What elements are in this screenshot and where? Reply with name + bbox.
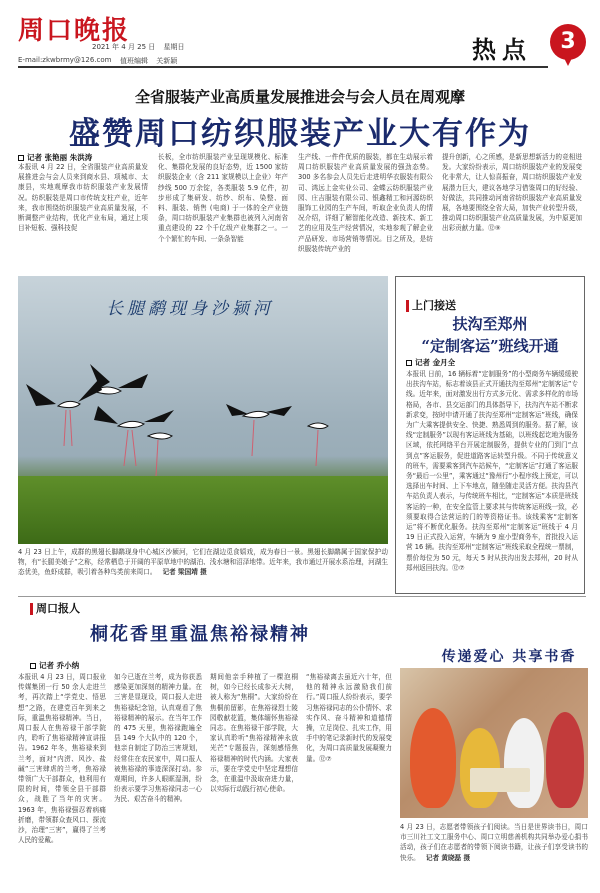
page-badge — [550, 24, 590, 72]
report-title: 桐花香里重温焦裕禄精神 — [90, 624, 310, 645]
lead-kicker: 全省服装产业高质量发展推进会与会人员在周观摩 — [134, 88, 465, 106]
sidebar-kicker-text: 上门接送 — [412, 299, 456, 312]
section-title: 热点 — [472, 35, 532, 64]
feature-title: 传递爱心 共享书香 — [441, 649, 577, 665]
sidebar-kicker — [406, 297, 456, 313]
stilt-birds-illustration — [18, 316, 388, 486]
photo-book — [470, 768, 530, 792]
reading-photo-caption — [400, 822, 588, 886]
sidebar-byline-text: 记者 金月全 — [415, 358, 456, 367]
section-divider — [18, 596, 586, 597]
report-kicker-text: 周口报人 — [36, 602, 80, 615]
sidebar-box — [395, 276, 585, 594]
byline-box-icon — [18, 155, 24, 161]
sidebar-body: 本报讯 日前，16 辆标着“定制服务”的小型商务车辆缓缓驶出扶沟车站，标志着该县正式开通扶沟至郑州“定制客运”专线。近年来，面对激发出行方式多元化、需求多样化的市场格局，各市、县交运部门的具体指导下，扶沟汽车站不断求新求变，按时申请开通了扶沟至郑州“定制客运”班线，确保为广大乘客提供安全、快捷、熟悉周到的服务。据了解，该线“定制服务”以现有客运班线为基础，以班线起讫地为服务区域，依托网络平台开展定制服务，提供专业的门到门“点到点”客运服务，促进道路客运转型升级。不同于传统意义的班车，需要乘客到汽车站候车，“定制客运”打通了客运服务“最后一公里”，乘客通过“豫州行”小程序线上预定，可以选择出车时间、上下车地点，随坐随走灵活方便。扶沟县汽车站负责人表示，与传统班车相比，“定制客运”本质是班线客运的一种，在安全监管上要求其与传统客运班线一致，必须要取得合法营运的门的等资格证书。该线乘客“定制客运”将不断优化服务。扶沟至郑州“定制客运”班线于 4 月 19 日正式投入运营，车辆为 9 座小型商务车，首批投入运营 16 辆。扶沟至郑州“定制客运”班线采取全程统一票制，票价每位为 50 元，每天 5 时从扶沟出发去郑州，20 时从郑州返回扶沟。⑫⑦ — [406, 370, 578, 572]
photo-person — [504, 718, 544, 808]
report-column-4: “焦裕禄离去虽近六十年，但他的精神永远激励我们前行。”周口报人纷纷表示，要学习焦裕禄同志的公仆情怀、求实作风、奋斗精神和道德情操，立足岗位、扎实工作，用手中的笔记录新时代的发展变化，为周口高质量发展凝聚力量。⑫⑦ — [306, 673, 392, 763]
lead-column-1: 本报讯 4 月 22 日，全省服装产业高质量发展推进会与会人员来到商水县、项城市、太康县，实地观摩我市纺织服装产业发展情况。纺织服装是周口市传统支柱产业，近年来，我市围绕纺织服装产业高质量发展，不断调整产业结构，优化产业布局，通过上项目补短板、强科技促 — [18, 163, 148, 233]
reading-caption-text: 4 月 23 日，志愿者带领孩子们阅读。当日是世界读书日，周口市三川社工文工服务中心、周口立明慈善机构共同举办爱心捐书活动，孩子们在志愿者的带领下阅读书籍，让孩子们享受读书的快乐。 — [400, 823, 588, 862]
sidebar-title-line-2: “定制客运”班线开通 — [421, 337, 559, 355]
page-number: 3 — [550, 24, 586, 60]
bird-photo-caption — [18, 547, 388, 591]
sidebar-title-line-1: 扶沟至郑州 — [452, 315, 528, 333]
kicker-bar — [406, 300, 409, 312]
badge-tail — [562, 54, 574, 66]
photo-title: 长腿鹬现身沙颍河 — [106, 299, 274, 319]
lead-column-2: 长板，全市纺织服装产业呈现规模化、标准化、集群化发展的良好态势，近 1500 家纺织服装企业（含 211 家规模以上企业）年产纱线 500 万余锭，各类服装 5.9 亿件，初步形成了集研发、纺纱、织布、染整、面料、服装、销售 (电商) 于一体的全产业链条，周口纺织服装产业集群也被列入河南省重点建设的 22 个千亿级产业集群之一。一个个繁忙的车间、一条条智能 — [158, 153, 288, 243]
report-byline-text: 记者 乔小纳 — [39, 661, 80, 670]
weekday: 星期日 — [163, 43, 185, 51]
bird-caption-text: 4 月 23 日上午，成群的黑翅长脚鹬现身中心城区沙颍河，它们在湖边觅食嬉戏，成为春日一景。黑翅长脚鹬属于国家保护动物，有“长腿美娘子”之称，经常栖息于开阔的平原草地中的湖泊、浅水塘和沼泽地带。近年来，我市通过开展水系治理，河湖生态优美，鱼虾成群，吸引着各种鸟类前来周口。 — [18, 548, 388, 577]
lead-column-4: 提升创新，心之所感，是新思想新活力的竞相迸发。大家纷纷表示，周口纺织服装产业的发展变化非常大，让人惊喜振奋，周口纺织服装产业发展潜力巨大，建议各地学习借鉴周口的好经验、好做法，共同推动河南省纺织服装产业高质量发展，各地要围绕全省大局，加快产业转型升级，推动周口纺织服装产业高质量发展，为中原更加出彩贡献力量。⑫⑨ — [442, 153, 582, 233]
photo-person — [410, 708, 456, 808]
kicker-bar — [30, 603, 33, 615]
header-divider — [18, 66, 548, 68]
report-column-1: 本报讯 4 月 23 日，周口报业传媒集团一行 50 余人走进兰考，再次踏上“学党史、悟思想”之路，在建党百年到来之际，重温焦裕禄精神。当日，周口报人在焦裕禄干部学院内，聆听了焦裕禄精神宣讲报告。1962 年冬，焦裕禄来到兰考，面对“内涝、风沙、盐碱”三害肆虐的兰考，焦裕禄带领广大干部群众，他利用有限的时间，带领全县干部群众，战胜了当年的灾害。1963 年，焦裕禄强忍着病痛折磨，带领群众查风口、探流沙，治理“三害”，赢得了兰考人民的爱戴。 — [18, 673, 106, 845]
report-column-3: 期间他亲手种植了一棵泡桐树，如今已经长成参天大树，被人称为“焦桐”。大家纷纷在焦桐前留影，在焦裕禄烈士陵园敬献花篮，集体缅怀焦裕禄同志。在焦裕禄干部学院，大家认真聆听“焦裕禄精神永放光芒”专题报告，深刻感悟焦裕禄精神的时代内涵。大家表示，要在学党史中坚定理想信念，在重温中汲取奋进力量，以实际行动践行初心使命。 — [210, 673, 298, 794]
report-byline — [30, 660, 79, 671]
issue-date: 2021 年 4 月 25 日 — [92, 43, 156, 51]
bird-photo — [18, 276, 388, 544]
email: E-mail:zkwbrmy@126.com — [18, 56, 112, 64]
masthead — [0, 0, 600, 78]
editor-line — [120, 56, 183, 66]
newspaper-logo: 周口晚报 — [18, 16, 131, 46]
report-kicker — [30, 600, 80, 616]
reading-photo — [400, 668, 588, 818]
report-column-2: 如今已逝在兰考，成为你获悉感染更加深刻的精神力量。在三害是显现设，周口报人走进焦裕禄纪念馆，认真观看了焦裕禄精神的展示。在当年工作的 475 天里，焦裕禄跑遍全县 149 个大队中的 120 个，他亲自制定了防治三害规划，经常住在农民家中，周口报人被焦裕禄的事迹深深打动。参观期间，许多人眼眶湿润，纷纷表示要学习焦裕禄同志一心为民、艰苦奋斗的精神。 — [114, 673, 202, 804]
lead-byline-text: 记者 张艳丽 朱洪涛 — [27, 153, 93, 162]
editor-label: 值班编辑 — [120, 57, 148, 65]
lead-headline: 盛赞周口纺织服装产业大有作为 — [69, 116, 531, 152]
sidebar-byline — [406, 357, 455, 368]
photo-grass — [18, 476, 388, 544]
reading-photo-credit: 记者 黄晓磊 摄 — [425, 853, 471, 862]
date-line — [92, 42, 191, 52]
bird-photo-credit: 记者 梁国靖 摄 — [162, 568, 207, 577]
byline-box-icon — [30, 663, 36, 669]
email-line — [18, 56, 119, 64]
sidebar-title — [402, 313, 578, 357]
lead-column-3: 生产线、一件件优质的服装，都在生动展示着周口纺织服装产业高质量发展的强劲态势。300 多名参会人员先后走进明华衣服装有限公司、鸿远上金实业公司、金蝶云纺织服装产业园、庄吉服装有限公司、银鑫精工和河源纺织服饰工业园的生产车间，听取企业负责人的情况介绍，详细了解智能化改造、新技术、新工艺的应用及生产经营情况，实地参观了解企业产品研发、市场营销等情况。目之所及，是纺织服装传统产业的 — [298, 153, 433, 253]
photo-person — [546, 712, 584, 808]
editor-name: 关新颖 — [156, 57, 178, 65]
byline-box-icon — [406, 360, 412, 366]
